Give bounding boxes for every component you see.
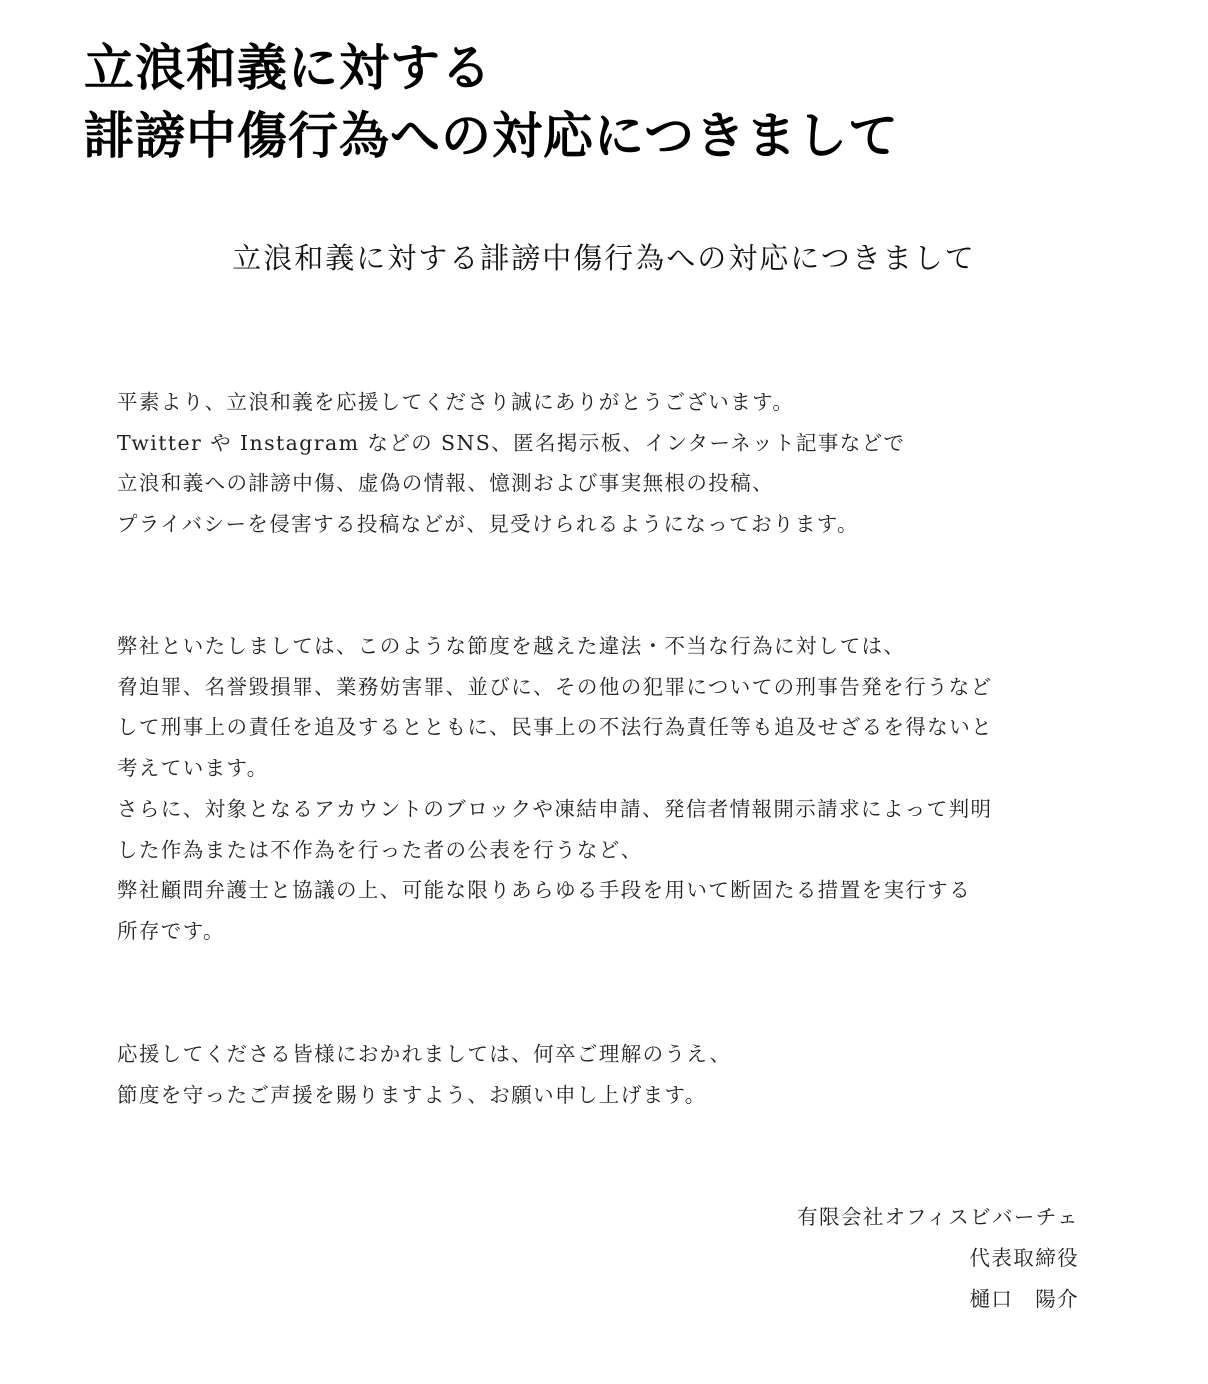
signature-company: 有限会社オフィスビバーチェ	[797, 1205, 1079, 1229]
headline-line-2: 誹謗中傷行為への対応につきまして	[84, 107, 899, 165]
text-line: 立浪和義への誹謗中傷、虚偽の情報、憶測および事実無根の投稿、	[117, 471, 774, 496]
text-line: 応援してくださる皆様におかれましては、何卒ご理解のうえ、	[117, 1042, 732, 1066]
text-line: して刑事上の責任を追及するとともに、民事上の不法行為責任等も追及せざるを得ないと	[117, 715, 993, 740]
headline	[84, 34, 899, 170]
text-line: 弊社顧問弁護士と協議の上、可能な限りあらゆる手段を用いて断固たる措置を実行する	[117, 878, 972, 903]
text-line: 弊社といたしましては、このような節度を越えた違法・不当な行為に対しては、	[117, 634, 906, 658]
text-line: 所存です。	[117, 918, 225, 943]
text-line: プライバシーを侵害する投稿などが、見受けられるようになっております。	[117, 512, 859, 537]
paragraph-measures	[117, 626, 993, 952]
text-line: Twitter や Instagram などの SNS、匿名掲示板、インターネット記事などで	[117, 430, 906, 455]
text-line: 節度を守ったご声援を賜りますよう、お願い申し上げます。	[117, 1082, 707, 1107]
text-line: 脅迫罪、名誉毀損罪、業務妨害罪、並びに、その他の犯罪についての刑事告発を行うなど	[117, 674, 993, 699]
paragraph-greeting	[117, 382, 905, 545]
paragraph-request	[117, 1034, 731, 1115]
text-line: 平素より、立浪和義を応援してくださり誠にありがとうございます。	[117, 390, 795, 414]
text-line: さらに、対象となるアカウントのブロックや凍結申請、発信者情報開示請求によって判明	[117, 796, 993, 821]
signature-block	[797, 1197, 1079, 1320]
text-line: した作為または不作為を行った者の公表を行うなど、	[117, 837, 643, 862]
signature-name: 樋口 陽介	[969, 1287, 1079, 1311]
signature-position: 代表取締役	[969, 1246, 1079, 1270]
headline-line-1: 立浪和義に対する	[84, 39, 492, 97]
document-title: 立浪和義に対する誹謗中傷行為への対応につきまして	[232, 241, 976, 275]
text-line: 考えています。	[117, 756, 269, 781]
